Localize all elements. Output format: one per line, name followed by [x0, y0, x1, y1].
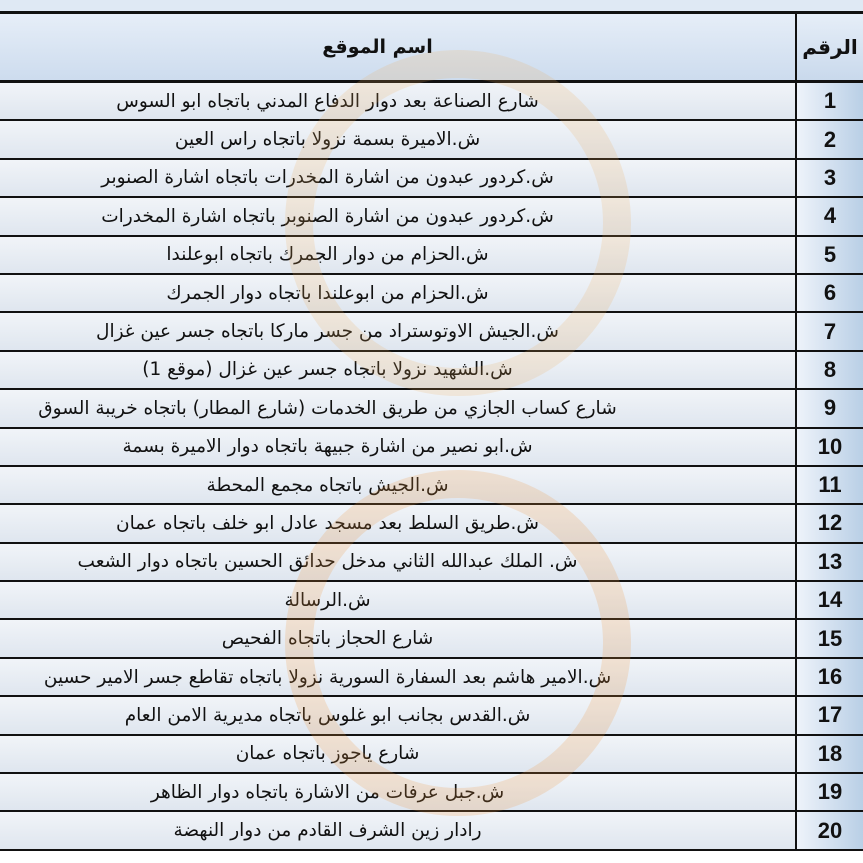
- location-name: شارع ياجوز باتجاه عمان: [0, 736, 795, 772]
- row-number: 11: [795, 467, 863, 503]
- table-row: [0, 659, 863, 697]
- table-row: [0, 121, 863, 159]
- table-row: [0, 160, 863, 198]
- location-name: ش.جبل عرفات من الاشارة باتجاه دوار الظاهر: [0, 774, 795, 810]
- location-name: ش. الملك عبدالله الثاني مدخل حدائق الحسين باتجاه دوار الشعب: [0, 544, 795, 580]
- table-row: [0, 505, 863, 543]
- table-row: [0, 313, 863, 351]
- top-band: [0, 0, 863, 11]
- row-number: 3: [795, 160, 863, 196]
- row-number: 16: [795, 659, 863, 695]
- row-number: 13: [795, 544, 863, 580]
- location-name: ش.الشهيد نزولا باتجاه جسر عين غزال (موقع 1): [0, 352, 795, 388]
- table-row: [0, 736, 863, 774]
- table-row: [0, 812, 863, 850]
- location-name: ش.الرسالة: [0, 582, 795, 618]
- location-name: ش.طريق السلط بعد مسجد عادل ابو خلف باتجاه عمان: [0, 505, 795, 541]
- location-name: ش.كردور عبدون من اشارة الصنوبر باتجاه اشارة المخدرات: [0, 198, 795, 234]
- row-number: 18: [795, 736, 863, 772]
- location-name: شارع الحجاز باتجاه الفحيص: [0, 620, 795, 656]
- row-number: 2: [795, 121, 863, 157]
- location-name: رادار زين الشرف القادم من دوار النهضة: [0, 812, 795, 848]
- row-number: 8: [795, 352, 863, 388]
- table-row: [0, 198, 863, 236]
- row-number: 9: [795, 390, 863, 426]
- location-name: ش.الاميرة بسمة نزولا باتجاه راس العين: [0, 121, 795, 157]
- table-row: [0, 697, 863, 735]
- row-number: 17: [795, 697, 863, 733]
- row-number: 1: [795, 83, 863, 119]
- table-row: [0, 429, 863, 467]
- table-row: [0, 237, 863, 275]
- location-name: ش.كردور عبدون من اشارة المخدرات باتجاه اشارة الصنوبر: [0, 160, 795, 196]
- table-row: [0, 544, 863, 582]
- location-name: ش.القدس بجانب ابو غلوس باتجاه مديرية الامن العام: [0, 697, 795, 733]
- location-name: ش.الحزام من دوار الجمرك باتجاه ابوعلندا: [0, 237, 795, 273]
- table-row: [0, 352, 863, 390]
- table-row: [0, 582, 863, 620]
- row-number: 20: [795, 812, 863, 848]
- row-number: 12: [795, 505, 863, 541]
- row-number: 4: [795, 198, 863, 234]
- location-name: شارع كساب الجازي من طريق الخدمات (شارع المطار) باتجاه خريبة السوق: [0, 390, 795, 426]
- table-header-row: [0, 14, 863, 83]
- row-number: 14: [795, 582, 863, 618]
- table-row: [0, 774, 863, 812]
- row-number: 6: [795, 275, 863, 311]
- location-name: ش.ابو نصير من اشارة جبيهة باتجاه دوار الاميرة بسمة: [0, 429, 795, 465]
- table-row: [0, 467, 863, 505]
- location-name: ش.الحزام من ابوعلندا باتجاه دوار الجمرك: [0, 275, 795, 311]
- row-number: 5: [795, 237, 863, 273]
- table-row: [0, 390, 863, 428]
- header-location-name: اسم الموقع: [0, 14, 795, 80]
- location-name: ش.الجيش باتجاه مجمع المحطة: [0, 467, 795, 503]
- row-number: 15: [795, 620, 863, 656]
- table-row: [0, 620, 863, 658]
- row-number: 10: [795, 429, 863, 465]
- header-number: الرقم: [795, 14, 863, 80]
- location-name: ش.الامير هاشم بعد السفارة السورية نزولا باتجاه تقاطع جسر الامير حسين: [0, 659, 795, 695]
- row-number: 19: [795, 774, 863, 810]
- location-name: ش.الجيش الاوتوستراد من جسر ماركا باتجاه جسر عين غزال: [0, 313, 795, 349]
- row-number: 7: [795, 313, 863, 349]
- radar-locations-table: [0, 11, 863, 851]
- table-row: [0, 83, 863, 121]
- location-name: شارع الصناعة بعد دوار الدفاع المدني باتجاه ابو السوس: [0, 83, 795, 119]
- table-row: [0, 275, 863, 313]
